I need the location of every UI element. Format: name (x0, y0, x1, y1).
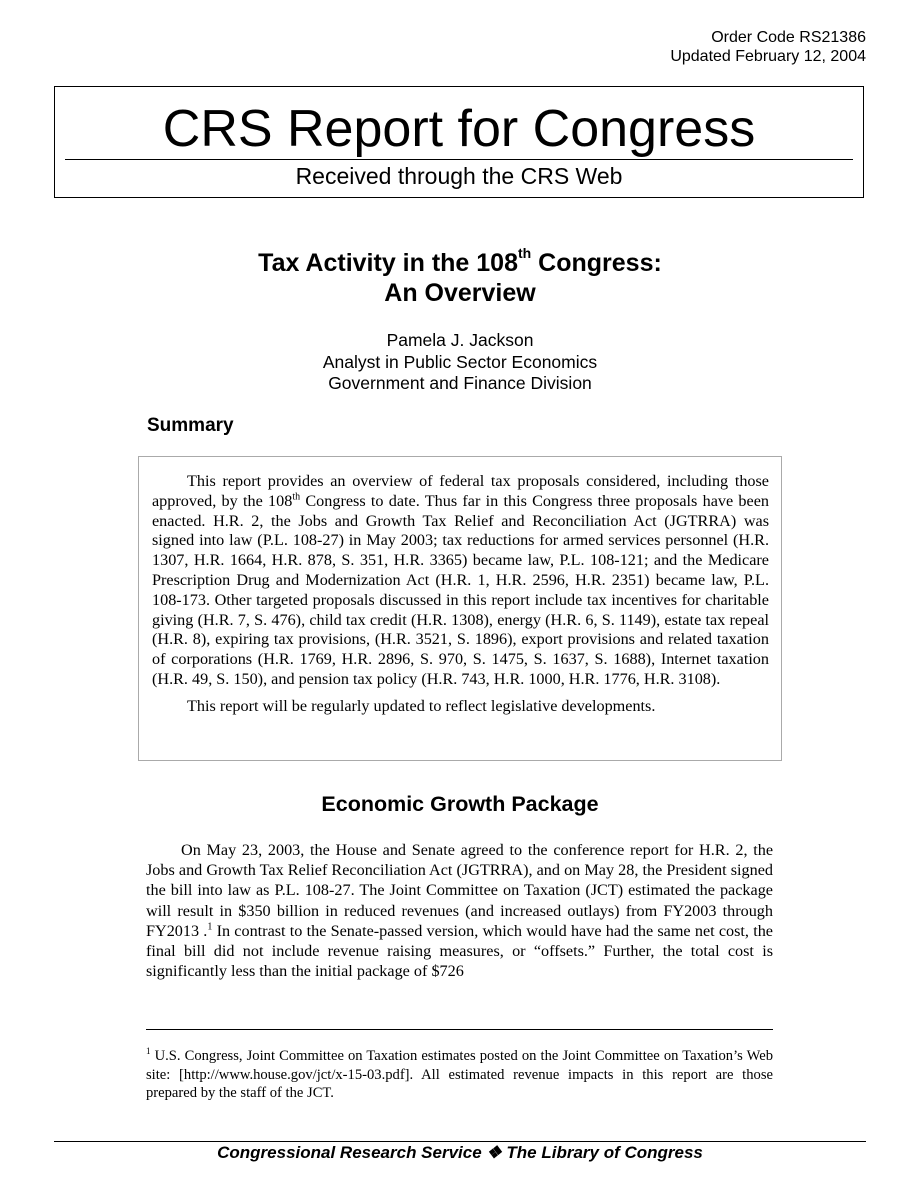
footnote-marker: 1 (146, 1046, 151, 1057)
footer-rule (54, 1141, 866, 1142)
banner-title: CRS Report for Congress (162, 100, 756, 158)
summary-paragraph: This report provides an overview of federal tax proposals considered, including those approved, by the 108th Congress to date. Thus far in this Congress three proposals have been enacted. H.R. 2, the Jobs and Growth Tax Relief and Reconciliation Act (JGTRRA) was signed into law (P.L. 108-27) in May 2003; tax reductions for armed services personnel (H.R. 1307, H.R. 1664, H.R. 878, S. 351, H.R. 3365) became law, P.L. 108-121; and the Medicare Prescription Drug and Modernization Act (H.R. 1, H.R. 2596, H.R. 2351) became law, P.L. 108-173. Other targeted proposals discussed in this report include tax incentives for charitable giving (H.R. 7, S. 476), child tax credit (H.R. 1308), energy (H.R. 6, S. 1149), estate tax repeal (H.R. 8), expiring tax provisions, (H.R. 3521, S. 1896), export provisions and related taxation of corporations (H.R. 1769, H.R. 2896, S. 970, S. 1475, S. 1637, S. 1688), Internet taxation (H.R. 49, S. 150), and pension tax policy (H.R. 743, H.R. 1000, H.R. 1776, H.R. 3108). (152, 472, 769, 688)
footnote: $^1$ U.S. Congress, Joint Committee on Taxation estimates posted on the Joint Committee on Taxation’s Web site: [http://www.house.gov/jct/x-15-03.pdf]. All estimated revenue impacts in this report are those prepared by the staff of the JCT. (146, 1046, 773, 1101)
summary-heading: Summary (147, 415, 234, 436)
report-title (0, 244, 920, 308)
footnote-reference: 1 (207, 921, 213, 933)
banner-rule (65, 159, 853, 160)
footer-loc: The Library of Congress (506, 1143, 703, 1162)
body-text (146, 840, 773, 981)
author-position: Analyst in Public Sector Economics (322, 351, 598, 372)
updated-date: Updated February 12, 2004 (670, 48, 866, 65)
summary-paragraph-update: This report will be regularly updated to reflect legislative developments. (187, 696, 656, 715)
body-paragraph: On May 23, 2003, the House and Senate agreed to the conference report for H.R. 2, the Jobs and Growth Tax Relief Reconciliation Act (JGTRRA), and on May 28, the President signed the bill into law as P.L. 108-27. The Joint Committee on Taxation (JCT) estimated the package will result in $350 billion in reduced revenues (and increased outlays) from FY2003 through FY2013 .$^1$ In contrast to the Senate-passed version, which would have had the same net cost, the final bill did not include revenue raising measures, or “offsets.” Further, the total cost is significantly less than the initial package of $726 (146, 841, 773, 981)
order-code-block (670, 28, 866, 66)
author-division: Government and Finance Division (328, 373, 592, 393)
footnote-rule (146, 1029, 773, 1030)
author-block (0, 330, 920, 395)
banner-subtitle: Received through the CRS Web (295, 163, 623, 189)
summary-box (138, 456, 782, 761)
footer-crs: Congressional Research Service (217, 1143, 482, 1162)
report-title-line2: An Overview (384, 279, 536, 307)
page-footer (0, 1143, 920, 1163)
diamond-icon: ❖ (486, 1143, 502, 1162)
crs-banner (54, 86, 864, 198)
author-name: Pamela J. Jackson (386, 330, 534, 350)
order-code: Order Code RS21386 (711, 29, 866, 46)
report-title-line1: Tax Activity in the 108th Congress: (258, 244, 662, 277)
section-heading: Economic Growth Package (321, 792, 599, 816)
